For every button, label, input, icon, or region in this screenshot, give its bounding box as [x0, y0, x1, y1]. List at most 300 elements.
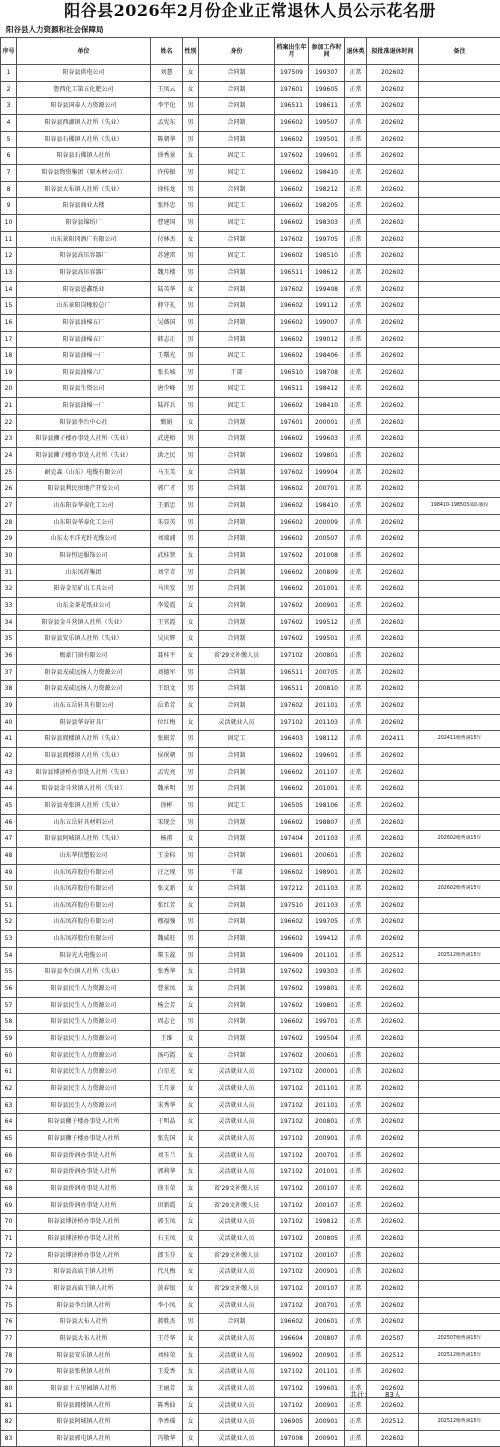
cell-work-start: 199112 [309, 298, 345, 315]
cell-approve-date: 202602 [367, 164, 419, 181]
cell-remark [419, 1114, 500, 1131]
cell-birth: 196602 [275, 481, 309, 498]
cell-seq: 39 [1, 697, 17, 714]
cell-name: 曹景凤 [151, 981, 183, 998]
cell-remark [419, 981, 500, 998]
cell-gender: 男 [183, 364, 199, 381]
cell-seq: 64 [1, 1114, 17, 1131]
cell-retire-type: 正常 [345, 1297, 367, 1314]
cell-remark [419, 647, 500, 664]
cell-seq: 6 [1, 148, 17, 165]
cell-identity: 灵活就业人员 [199, 1397, 275, 1414]
cell-birth: 196511 [275, 381, 309, 398]
cell-seq: 28 [1, 514, 17, 531]
cell-birth: 197602 [275, 631, 309, 648]
cell-birth: 196602 [275, 531, 309, 548]
cell-gender: 女 [183, 1064, 199, 1081]
cell-gender: 女 [183, 614, 199, 631]
cell-remark [419, 1430, 500, 1447]
cell-approve-date: 202602 [367, 681, 419, 698]
cell-unit: 山东华信塑胶公司 [17, 847, 151, 864]
cell-name: 杨会芳 [151, 997, 183, 1014]
table-row [1, 98, 500, 115]
cell-seq: 19 [1, 364, 17, 381]
table-row [1, 1347, 500, 1364]
cell-approve-date: 202512 [367, 1414, 419, 1431]
cell-work-start: 201103 [309, 897, 345, 914]
cell-identity: 固定工 [199, 164, 275, 181]
header-remark: 备注 [419, 38, 500, 65]
cell-approve-date: 202602 [367, 1064, 419, 1081]
cell-unit: 阳谷县狮子楼办事处人社所 [17, 1131, 151, 1148]
cell-identity: 干部 [199, 364, 275, 381]
cell-remark: 202602缴费满15年 [419, 831, 500, 848]
cell-retire-type: 正常 [345, 598, 367, 615]
cell-identity: 灵活就业人员 [199, 1230, 275, 1247]
table-row [1, 1247, 500, 1264]
cell-retire-type: 正常 [345, 1114, 367, 1131]
cell-remark [419, 847, 500, 864]
cell-gender: 女 [183, 231, 199, 248]
cell-identity: 灵活就业人员 [199, 1081, 275, 1098]
cell-identity: 灵活就业人员 [199, 1131, 275, 1148]
cell-work-start: 201001 [309, 581, 345, 598]
cell-approve-date: 202602 [367, 1397, 419, 1414]
cell-identity: 合同制 [199, 131, 275, 148]
cell-identity: 合同制 [199, 464, 275, 481]
cell-work-start: 198406 [309, 348, 345, 365]
cell-gender: 女 [183, 1147, 199, 1164]
table-row [1, 348, 500, 365]
cell-birth: 196602 [275, 314, 309, 331]
cell-remark [419, 1131, 500, 1148]
cell-work-start: 201103 [309, 714, 345, 731]
cell-approve-date: 202602 [367, 1131, 419, 1148]
table-row [1, 614, 500, 631]
cell-seq: 29 [1, 531, 17, 548]
cell-seq: 13 [1, 264, 17, 281]
table-row [1, 548, 500, 565]
table-row [1, 1280, 500, 1297]
cell-approve-date: 202602 [367, 414, 419, 431]
cell-remark [419, 614, 500, 631]
cell-approve-date: 202602 [367, 1314, 419, 1331]
cell-seq: 73 [1, 1264, 17, 1281]
cell-identity: 合同制 [199, 814, 275, 831]
cell-identity: 合同制 [199, 481, 275, 498]
cell-seq: 54 [1, 947, 17, 964]
cell-birth: 196602 [275, 581, 309, 598]
cell-gender: 男 [183, 797, 199, 814]
cell-birth: 197102 [275, 1380, 309, 1397]
cell-birth: 197602 [275, 697, 309, 714]
table-row [1, 1380, 500, 1397]
cell-name: 白星光 [151, 1064, 183, 1081]
cell-retire-type: 正常 [345, 464, 367, 481]
cell-remark [419, 381, 500, 398]
cell-remark [419, 281, 500, 298]
cell-unit: 阳谷县阿城镇人社所（失业） [17, 831, 151, 848]
cell-seq: 47 [1, 831, 17, 848]
cell-identity: 合同制 [199, 631, 275, 648]
cell-work-start: 200601 [309, 1047, 345, 1064]
cell-unit: 阳谷县民生人力资源公司 [17, 1081, 151, 1098]
table-row [1, 864, 500, 881]
cell-retire-type: 正常 [345, 264, 367, 281]
cell-work-start: 199303 [309, 964, 345, 981]
cell-approve-date: 202602 [367, 797, 419, 814]
cell-seq: 46 [1, 814, 17, 831]
cell-seq: 80 [1, 1380, 17, 1397]
cell-name: 张振芳 [151, 731, 183, 748]
cell-identity: 灵活就业人员 [199, 1414, 275, 1431]
cell-seq: 4 [1, 114, 17, 131]
cell-birth: 197102 [275, 1064, 309, 1081]
cell-work-start: 199412 [309, 931, 345, 948]
cell-birth: 196602 [275, 398, 309, 415]
cell-name: 陆祥兵 [151, 398, 183, 415]
cell-retire-type: 正常 [345, 114, 367, 131]
cell-identity: 固定工 [199, 198, 275, 215]
cell-unit: 阳谷恒运服饰公司 [17, 548, 151, 565]
cell-work-start: 200901 [309, 1131, 345, 1148]
cell-work-start: 200107 [309, 1197, 345, 1214]
cell-gender: 女 [183, 1230, 199, 1247]
table-row [1, 381, 500, 398]
cell-approve-date: 202602 [367, 747, 419, 764]
cell-birth: 197102 [275, 1397, 309, 1414]
cell-unit: 耐克森（山东）电缆有限公司 [17, 464, 151, 481]
cell-seq: 10 [1, 214, 17, 231]
cell-retire-type: 正常 [345, 1414, 367, 1431]
cell-retire-type: 正常 [345, 1131, 367, 1148]
cell-seq: 17 [1, 331, 17, 348]
cell-identity: 灵活就业人员 [199, 1097, 275, 1114]
cell-birth: 196602 [275, 914, 309, 931]
table-row [1, 498, 500, 515]
table-row [1, 1081, 500, 1098]
cell-remark [419, 248, 500, 265]
cell-work-start: 199701 [309, 1014, 345, 1031]
cell-work-start: 200801 [309, 1114, 345, 1131]
cell-approve-date: 202602 [367, 364, 419, 381]
cell-identity: 合同制 [199, 881, 275, 898]
cell-name: 郎玉芬 [151, 1247, 183, 1264]
cell-retire-type: 正常 [345, 1364, 367, 1381]
cell-remark [419, 1230, 500, 1247]
cell-name: 张义新 [151, 881, 183, 898]
cell-remark [419, 581, 500, 598]
table-row [1, 1430, 500, 1447]
cell-retire-type: 正常 [345, 364, 367, 381]
cell-seq: 36 [1, 647, 17, 664]
cell-name: 刘慧 [151, 65, 183, 82]
cell-approve-date: 202602 [367, 548, 419, 565]
table-row [1, 897, 500, 914]
table-row [1, 514, 500, 531]
cell-approve-date: 202602 [367, 847, 419, 864]
cell-gender: 男 [183, 731, 199, 748]
cell-gender: 女 [183, 631, 199, 648]
cell-approve-date: 202602 [367, 1280, 419, 1297]
cell-birth: 197509 [275, 65, 309, 82]
cell-work-start: 198410 [309, 398, 345, 415]
cell-retire-type: 正常 [345, 98, 367, 115]
cell-work-start: 198901 [309, 864, 345, 881]
cell-gender: 女 [183, 897, 199, 914]
cell-name: 马世发 [151, 581, 183, 598]
cell-work-start: 200701 [309, 481, 345, 498]
cell-name: 穆福强 [151, 914, 183, 931]
cell-work-start: 200901 [309, 1264, 345, 1281]
cell-gender: 女 [183, 1280, 199, 1297]
cell-unit: 阳谷县侨润办事处人社所 [17, 1147, 151, 1164]
table-row [1, 1397, 500, 1414]
cell-name: 王芹华 [151, 1330, 183, 1347]
cell-name: 柴玉蕊 [151, 947, 183, 964]
cell-unit: 阳谷县恩鑫纸业 [17, 281, 151, 298]
cell-birth: 196602 [275, 431, 309, 448]
cell-seq: 60 [1, 1047, 17, 1064]
cell-birth: 196602 [275, 331, 309, 348]
table-row [1, 364, 500, 381]
cell-work-start: 200901 [309, 1414, 345, 1431]
cell-seq: 48 [1, 847, 17, 864]
cell-identity: 合同制 [199, 514, 275, 531]
cell-seq: 20 [1, 381, 17, 398]
table-row [1, 1297, 500, 1314]
cell-retire-type: 正常 [345, 1097, 367, 1114]
cell-gender: 女 [183, 414, 199, 431]
cell-name: 岳希芳 [151, 697, 183, 714]
cell-work-start: 199504 [309, 1031, 345, 1048]
cell-approve-date: 202602 [367, 1297, 419, 1314]
cell-work-start: 199507 [309, 114, 345, 131]
cell-name: 张先国 [151, 1131, 183, 1148]
cell-unit: 阳谷县高压容器厂 [17, 248, 151, 265]
cell-remark [419, 531, 500, 548]
cell-unit: 阳谷县李台中心社 [17, 414, 151, 431]
cell-remark [419, 414, 500, 431]
cell-unit: 山东阳谷华泰化工公司 [17, 514, 151, 531]
cell-identity: 灵活就业人员 [199, 1297, 275, 1314]
cell-retire-type: 正常 [345, 1064, 367, 1081]
cell-approve-date: 202602 [367, 1180, 419, 1197]
retiree-table [0, 37, 500, 1447]
cell-gender: 女 [183, 148, 199, 165]
cell-seq: 7 [1, 164, 17, 181]
cell-gender: 男 [183, 664, 199, 681]
cell-name: 魏承明 [151, 781, 183, 798]
table-row [1, 1214, 500, 1231]
cell-gender: 女 [183, 1031, 199, 1048]
cell-name: 田新霞 [151, 1197, 183, 1214]
cell-retire-type: 正常 [345, 631, 367, 648]
cell-approve-date: 202602 [367, 481, 419, 498]
cell-approve-date: 202602 [367, 1164, 419, 1181]
cell-birth: 196602 [275, 498, 309, 515]
cell-gender: 男 [183, 498, 199, 515]
cell-birth: 196902 [275, 1347, 309, 1364]
cell-retire-type: 正常 [345, 664, 367, 681]
cell-seq: 59 [1, 1031, 17, 1048]
cell-approve-date: 202602 [367, 214, 419, 231]
cell-name: 薛守礼 [151, 298, 183, 315]
cell-name: 王月景 [151, 1081, 183, 1098]
cell-gender: 女 [183, 697, 199, 714]
cell-approve-date: 202602 [367, 1364, 419, 1381]
cell-name: 王丽芳 [151, 1380, 183, 1397]
cell-work-start: 201107 [309, 764, 345, 781]
cell-work-start: 198212 [309, 181, 345, 198]
cell-birth: 196604 [275, 1330, 309, 1347]
cell-retire-type: 正常 [345, 248, 367, 265]
cell-identity: 合同制 [199, 964, 275, 981]
cell-gender: 男 [183, 381, 199, 398]
cell-approve-date: 202602 [367, 248, 419, 265]
cell-name: 李小凤 [151, 1297, 183, 1314]
table-row [1, 681, 500, 698]
cell-unit: 阳谷县利民房地产开发公司 [17, 481, 151, 498]
cell-birth: 197602 [275, 148, 309, 165]
cell-birth: 196602 [275, 214, 309, 231]
cell-unit: 阳谷县狮子楼办事处人社所 [17, 1114, 151, 1131]
cell-remark [419, 98, 500, 115]
table-row [1, 598, 500, 615]
cell-retire-type: 正常 [345, 1081, 367, 1098]
cell-unit: 阳谷县金斗营镇人社所（失业） [17, 781, 151, 798]
cell-gender: 男 [183, 264, 199, 281]
cell-identity: 合同制 [199, 681, 275, 698]
cell-approve-date: 202602 [367, 198, 419, 215]
cell-name: 王曙光 [151, 348, 183, 365]
cell-work-start: 198205 [309, 198, 345, 215]
cell-gender: 女 [183, 881, 199, 898]
cell-name: 徐玉荣 [151, 1180, 183, 1197]
cell-name: 韩志正 [151, 331, 183, 348]
cell-seq: 75 [1, 1297, 17, 1314]
cell-birth: 196602 [275, 514, 309, 531]
cell-birth: 196602 [275, 1314, 309, 1331]
cell-work-start: 201001 [309, 1164, 345, 1181]
cell-gender: 男 [183, 1014, 199, 1031]
cell-unit: 阳谷县锦纺厂 [17, 214, 151, 231]
cell-remark [419, 431, 500, 448]
cell-unit: 阳谷县张秋镇人社所 [17, 1364, 151, 1381]
cell-retire-type: 正常 [345, 198, 367, 215]
cell-remark [419, 1064, 500, 1081]
cell-birth: 197008 [275, 1430, 309, 1447]
cell-gender: 男 [183, 947, 199, 964]
cell-birth: 197602 [275, 964, 309, 981]
cell-name: 郭广才 [151, 481, 183, 498]
cell-work-start: 199501 [309, 631, 345, 648]
cell-retire-type: 正常 [345, 481, 367, 498]
cell-name: 王新忠 [151, 498, 183, 515]
cell-seq: 24 [1, 448, 17, 465]
cell-birth: 197102 [275, 1114, 309, 1131]
table-row [1, 1264, 500, 1281]
cell-seq: 33 [1, 598, 17, 615]
cell-approve-date: 202602 [367, 431, 419, 448]
cell-retire-type: 正常 [345, 914, 367, 931]
cell-seq: 71 [1, 1230, 17, 1247]
cell-unit: 山东凤祥股份有限公司 [17, 931, 151, 948]
cell-birth: 197102 [275, 1247, 309, 1264]
table-row [1, 731, 500, 748]
cell-name: 付林杰 [151, 231, 183, 248]
cell-work-start: 199705 [309, 914, 345, 931]
cell-birth: 197102 [275, 1097, 309, 1114]
cell-retire-type: 正常 [345, 164, 367, 181]
cell-identity: 灵活就业人员 [199, 1147, 275, 1164]
cell-unit: 山东凤祥股份有限公司 [17, 864, 151, 881]
cell-birth: 196510 [275, 364, 309, 381]
cell-identity: 省'29文补缴人员 [199, 647, 275, 664]
cell-name: 王官霞 [151, 614, 183, 631]
cell-retire-type: 正常 [345, 1264, 367, 1281]
table-row [1, 164, 500, 181]
cell-approve-date: 202602 [367, 1097, 419, 1114]
cell-retire-type: 正常 [345, 531, 367, 548]
cell-unit: 阳谷县十五里园镇人社所 [17, 1380, 151, 1397]
cell-seq: 14 [1, 281, 17, 298]
cell-work-start: 198510 [309, 248, 345, 265]
cell-approve-date: 202602 [367, 398, 419, 415]
cell-remark [419, 464, 500, 481]
table-row [1, 131, 500, 148]
cell-approve-date: 202602 [367, 714, 419, 731]
cell-retire-type: 正常 [345, 731, 367, 748]
table-row [1, 298, 500, 315]
cell-unit: 阳谷县大布镇人社所（失业） [17, 181, 151, 198]
cell-birth: 196602 [275, 781, 309, 798]
cell-gender: 女 [183, 1264, 199, 1281]
cell-seq: 8 [1, 181, 17, 198]
cell-remark [419, 681, 500, 698]
cell-approve-date: 202602 [367, 231, 419, 248]
table-row [1, 65, 500, 82]
cell-seq: 22 [1, 414, 17, 431]
cell-seq: 82 [1, 1414, 17, 1431]
cell-identity: 固定工 [199, 248, 275, 265]
cell-work-start: 199512 [309, 614, 345, 631]
table-row [1, 531, 500, 548]
cell-retire-type: 正常 [345, 348, 367, 365]
cell-name: 曹建国 [151, 214, 183, 231]
cell-approve-date: 202602 [367, 864, 419, 881]
cell-unit: 阳谷县华谷轩具厂 [17, 714, 151, 731]
cell-remark [419, 1280, 500, 1297]
cell-approve-date: 202602 [367, 1047, 419, 1064]
cell-identity: 合同制 [199, 581, 275, 598]
cell-seq: 34 [1, 614, 17, 631]
cell-retire-type: 正常 [345, 814, 367, 831]
cell-remark [419, 131, 500, 148]
table-row [1, 831, 500, 848]
cell-name: 郭玉凤 [151, 1214, 183, 1231]
cell-approve-date: 202602 [367, 131, 419, 148]
cell-work-start: 199307 [309, 65, 345, 82]
table-row [1, 964, 500, 981]
cell-name: 魏月楼 [151, 264, 183, 281]
cell-remark [419, 747, 500, 764]
cell-approve-date: 202602 [367, 1247, 419, 1264]
cell-identity: 省'29文补缴人员 [199, 1280, 275, 1297]
table-row [1, 1364, 500, 1381]
table-row [1, 331, 500, 348]
cell-gender: 女 [183, 464, 199, 481]
